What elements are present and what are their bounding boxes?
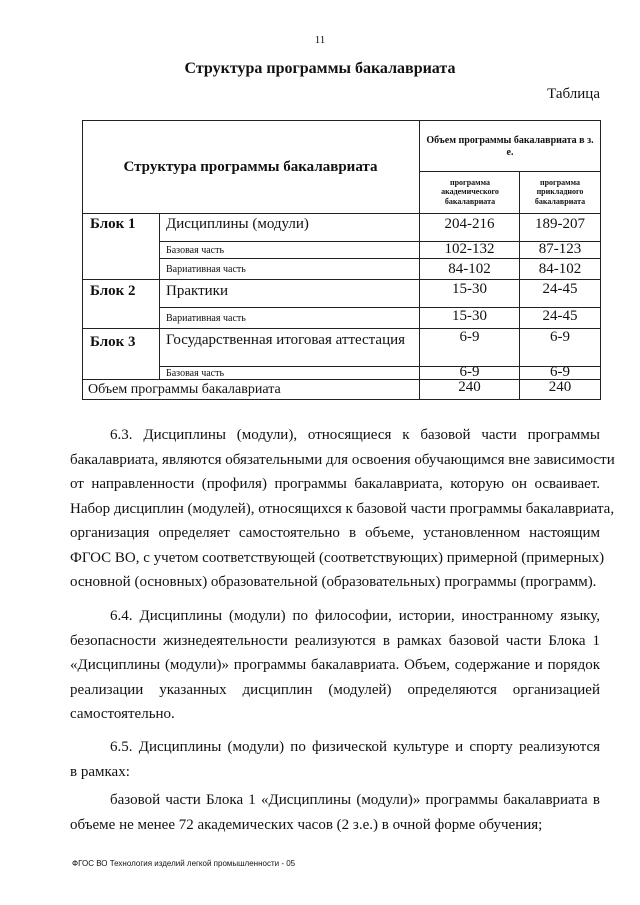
row-academic: 204-216 [444, 215, 495, 232]
text-line: 6.4. Дисциплины (модули) по философии, истории, иностранному языку, [110, 608, 600, 624]
table-border-bottom [82, 399, 601, 400]
total-applied: 240 [548, 378, 572, 395]
paragraph-6-5 [70, 735, 600, 784]
row-name: Базовая часть [166, 367, 225, 379]
row-name: Вариативная часть [166, 312, 246, 324]
row-academic: 15-30 [452, 307, 487, 324]
block-label: Блок 2 [90, 282, 136, 299]
paragraph-6-3 [70, 423, 615, 595]
paragraph-6-4 [70, 604, 600, 727]
text-line: безопасности жизнедеятельности реализуются в рамках базовой части Блока 1 [70, 632, 600, 649]
total-academic: 240 [458, 378, 481, 395]
row-academic: 84-102 [448, 260, 491, 277]
text-line: реализации указанных дисциплин (модулей) определяются организацией [70, 681, 600, 698]
text-line: базовой части Блока 1 «Дисциплины (модули)» программы бакалавриата в [110, 792, 600, 808]
row-name: Практики [166, 282, 228, 299]
row-applied: 24-45 [542, 280, 578, 297]
row-academic: 6-9 [459, 363, 480, 380]
text-line: в рамках: [70, 763, 130, 780]
page-footer: ФГОС ВО Технология изделий легкой промышленности - 05 [72, 859, 296, 868]
text-line: основной (основных) образовательной (образовательных) программы (программ). [70, 574, 597, 590]
table-label: Таблица [547, 86, 600, 102]
row-name: Дисциплины (модули) [166, 215, 309, 232]
text-line: самостоятельно. [70, 706, 175, 722]
row-academic: 15-30 [452, 280, 487, 297]
text-line: «Дисциплины (модули)» программы бакалавриата. Объем, содержание и порядок [70, 657, 600, 673]
row-academic: 6-9 [459, 328, 480, 345]
text-line: от направленности (профиля) программы бакалавриата, которую он осваивает. [70, 476, 600, 492]
row-applied: 87-123 [538, 240, 582, 257]
table-border-right [600, 120, 601, 400]
row-name: Вариативная часть [166, 263, 246, 275]
text-line: Набор дисциплин (модулей), относящихся к базовой части программы бакалавриата, [70, 500, 615, 517]
row-applied: 6-9 [550, 328, 570, 345]
page-number: 11 [314, 34, 326, 46]
row-academic: 102-132 [444, 240, 495, 257]
row-name: Государственная итоговая аттестация [166, 331, 406, 348]
block-label: Блок 1 [90, 215, 136, 232]
text-line: 6.5. Дисциплины (модули) по физической культуре и спорту реализуются [110, 739, 600, 755]
header-applied: программа прикладного бакалавриата [534, 177, 586, 206]
header-volume: Объем программы бакалавриата в з. е. [426, 134, 594, 158]
row-applied: 84-102 [538, 260, 582, 277]
row-applied: 6-9 [550, 363, 570, 380]
header-academic: программа академического бакалавриата [441, 177, 499, 206]
header-structure: Структура программы бакалавриата [123, 158, 378, 175]
program-structure-table [82, 120, 601, 400]
block-label: Блок 3 [90, 333, 136, 350]
paragraph-6-5-item [70, 788, 600, 837]
total-label: Объем программы бакалавриата [88, 381, 281, 397]
row-name: Базовая часть [166, 244, 225, 256]
page-title: Структура программы бакалавриата [184, 60, 456, 77]
text-line: 6.3. Дисциплины (модули), относящиеся к базовой части программы [110, 427, 600, 443]
text-line: ФГОС ВО, с учетом соответствующей (соответствующих) примерной (примерных) [70, 549, 605, 566]
row-applied: 24-45 [542, 307, 578, 324]
text-line: объеме не менее 72 академических часов (2 з.е.) в очной форме обучения; [70, 816, 543, 833]
text-line: организация определяет самостоятельно в объеме, установленном настоящим [70, 525, 600, 541]
text-line: бакалавриата, являются обязательными для освоения обучающимся вне зависимости [70, 451, 615, 468]
row-applied: 189-207 [535, 215, 585, 232]
